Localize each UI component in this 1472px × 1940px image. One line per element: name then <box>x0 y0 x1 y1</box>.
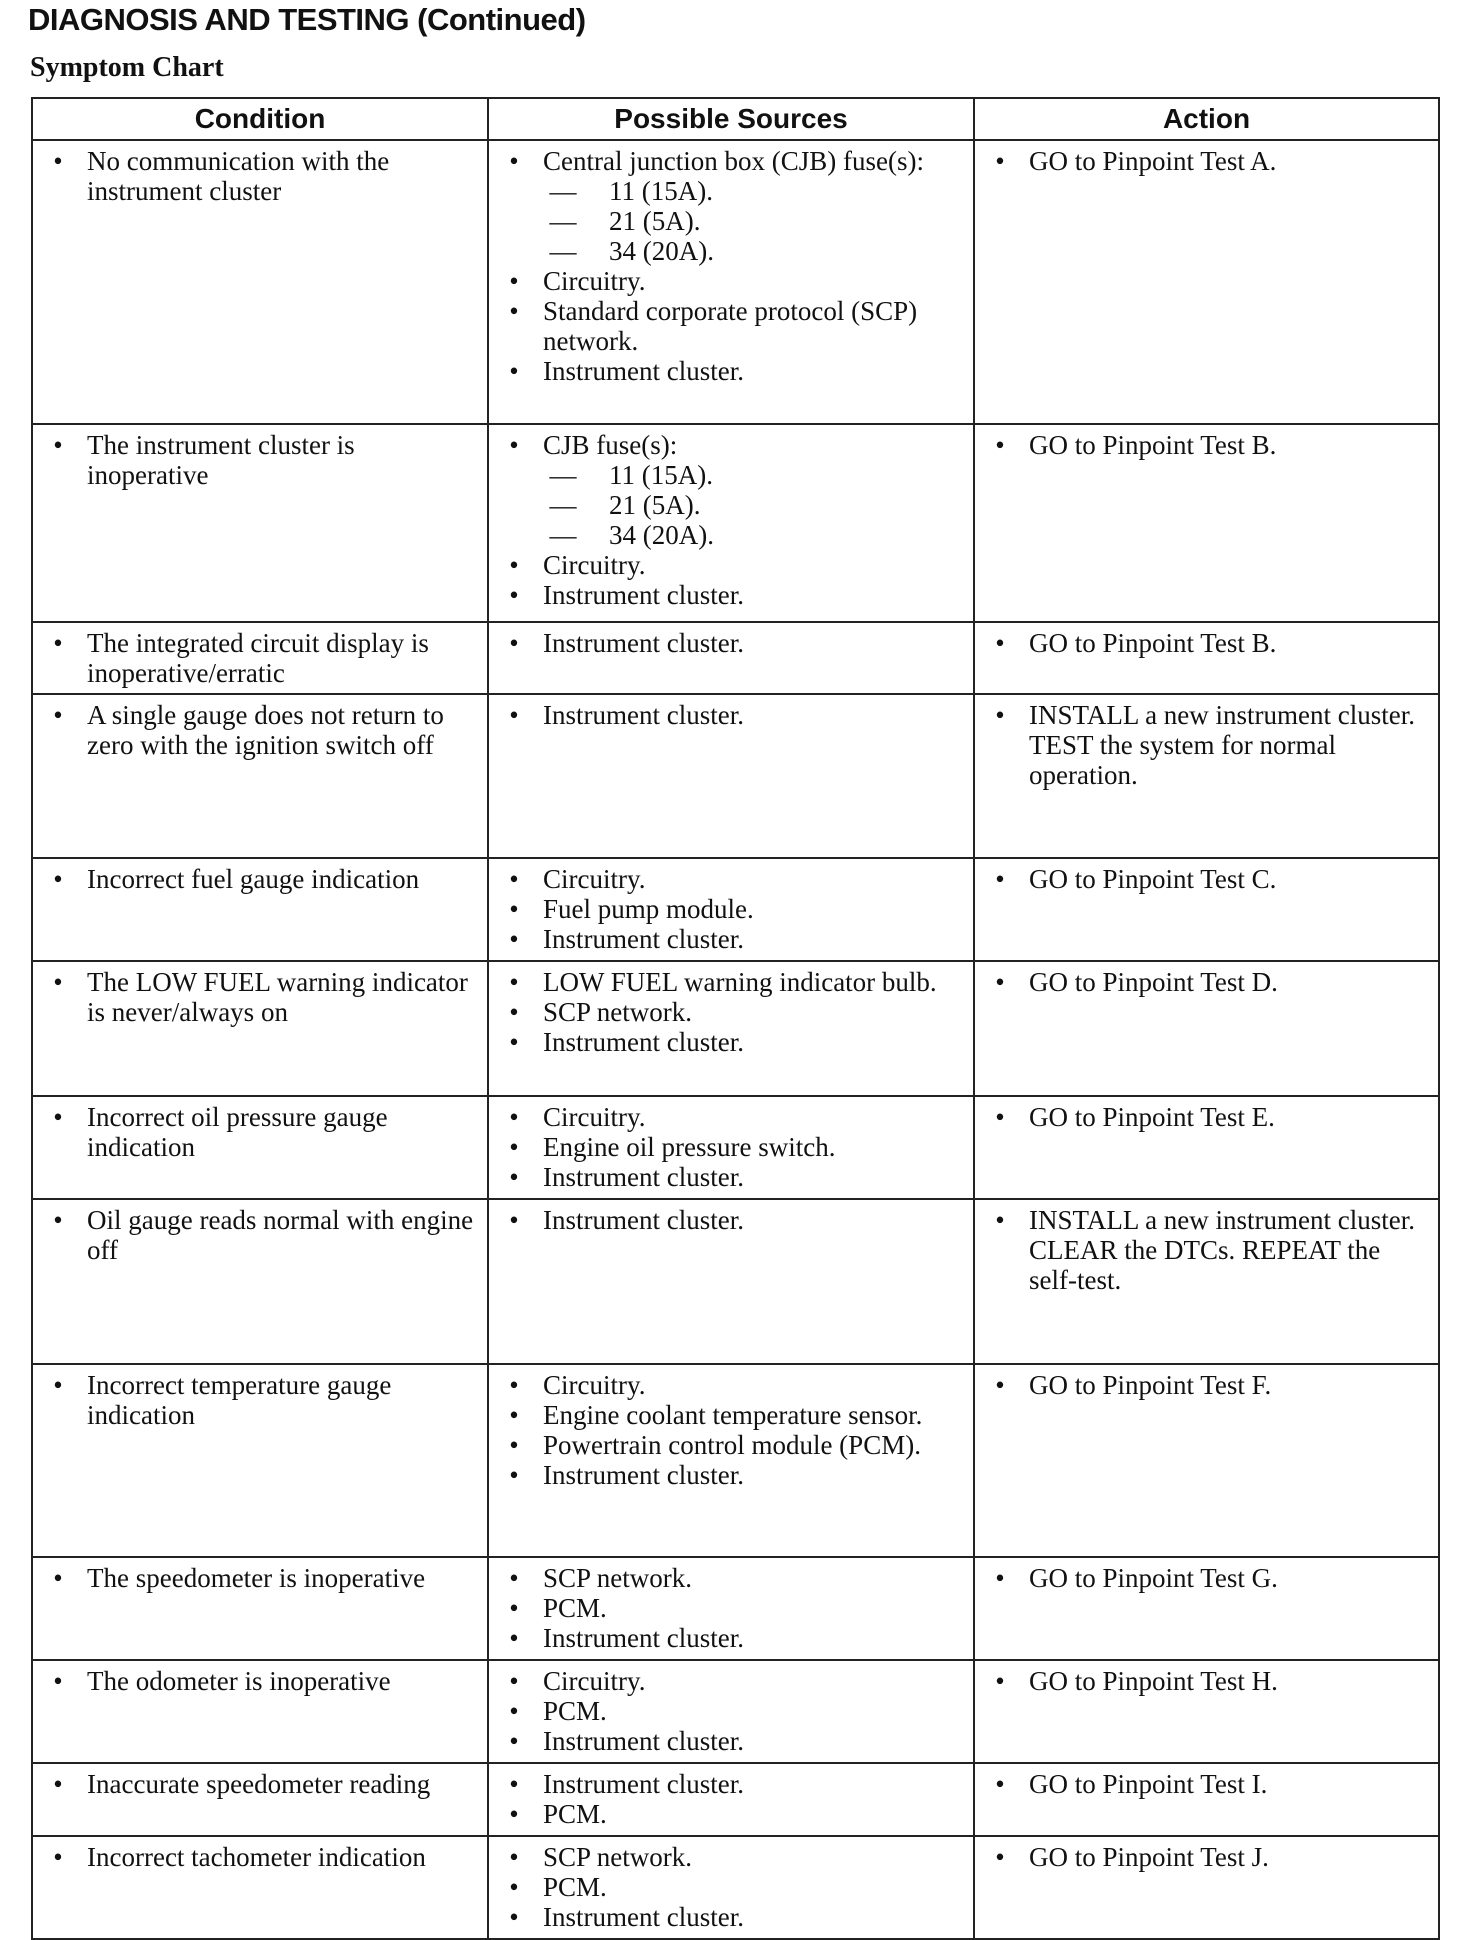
bullet-icon: • <box>509 580 519 610</box>
source-item <box>499 356 967 386</box>
condition-item-text: The instrument cluster is inoperative <box>87 430 355 490</box>
bullet-icon: • <box>509 628 519 658</box>
condition-list <box>43 864 481 894</box>
possible-sources-cell <box>488 1096 974 1199</box>
bullet-icon: • <box>509 430 519 460</box>
condition-cell <box>32 1660 488 1763</box>
sources-list <box>499 1370 967 1490</box>
fuse-item <box>543 460 967 490</box>
condition-item-text: Oil gauge reads normal with engine off <box>87 1205 474 1265</box>
bullet-icon: • <box>509 1102 519 1132</box>
source-item <box>499 1769 967 1799</box>
possible-sources-cell <box>488 1660 974 1763</box>
condition-item-text: The LOW FUEL warning indicator is never/always on <box>87 967 468 1027</box>
source-item-text: Circuitry. <box>543 1666 646 1696</box>
source-item <box>499 864 967 894</box>
bullet-icon: • <box>53 430 63 460</box>
action-item <box>985 146 1432 176</box>
condition-cell <box>32 622 488 694</box>
source-item <box>499 1666 967 1696</box>
condition-item <box>43 1842 481 1872</box>
bullet-icon: • <box>509 1205 519 1235</box>
bullet-icon: • <box>509 1666 519 1696</box>
action-cell <box>974 622 1439 694</box>
source-item <box>499 894 967 924</box>
bullet-icon: • <box>995 1370 1005 1400</box>
source-item-text: Circuitry. <box>543 266 646 296</box>
source-item-text: PCM. <box>543 1872 607 1902</box>
bullet-icon: • <box>995 1842 1005 1872</box>
condition-item <box>43 1769 481 1799</box>
table-row <box>32 1660 1439 1763</box>
source-item-text: LOW FUEL warning indicator bulb. <box>543 967 937 997</box>
action-cell <box>974 1660 1439 1763</box>
condition-cell <box>32 961 488 1096</box>
possible-sources-cell <box>488 1763 974 1836</box>
symptom-chart-table <box>31 97 1440 1940</box>
fuse-item-text: 21 (5A). <box>609 206 701 236</box>
bullet-icon: • <box>509 700 519 730</box>
section-title: Symptom Chart <box>30 52 224 83</box>
possible-sources-cell <box>488 961 974 1096</box>
source-item <box>499 550 967 580</box>
condition-item <box>43 967 481 1027</box>
action-item <box>985 1102 1432 1132</box>
sources-list <box>499 1563 967 1653</box>
bullet-icon: • <box>995 430 1005 460</box>
condition-item <box>43 1205 481 1265</box>
source-item <box>499 1162 967 1192</box>
source-item <box>499 1593 967 1623</box>
table-row <box>32 1199 1439 1364</box>
action-item <box>985 430 1432 460</box>
bullet-icon: • <box>995 700 1005 730</box>
action-cell <box>974 140 1439 424</box>
table-header-row <box>32 98 1439 140</box>
action-list <box>985 1666 1432 1696</box>
bullet-icon: • <box>995 1205 1005 1235</box>
source-item <box>499 1563 967 1593</box>
condition-item-text: The integrated circuit display is inoperative/erratic <box>87 628 429 688</box>
bullet-icon: • <box>509 894 519 924</box>
bullet-icon: • <box>509 1400 519 1430</box>
sources-list <box>499 864 967 954</box>
fuse-list <box>543 460 967 550</box>
source-item <box>499 1460 967 1490</box>
bullet-icon: • <box>995 1769 1005 1799</box>
source-item <box>499 1400 967 1430</box>
action-item <box>985 1769 1432 1799</box>
action-list <box>985 146 1432 176</box>
table-row <box>32 694 1439 858</box>
action-list <box>985 1563 1432 1593</box>
action-list <box>985 628 1432 658</box>
condition-item-text: The speedometer is inoperative <box>87 1563 426 1593</box>
condition-item-text: Incorrect fuel gauge indication <box>87 864 420 894</box>
bullet-icon: • <box>509 550 519 580</box>
table-row <box>32 424 1439 622</box>
source-item <box>499 1872 967 1902</box>
source-item-text: Instrument cluster. <box>543 1027 744 1057</box>
table-row <box>32 1557 1439 1660</box>
source-item-text: SCP network. <box>543 997 693 1027</box>
action-item <box>985 700 1432 790</box>
condition-list <box>43 1102 481 1162</box>
bullet-icon: • <box>509 1027 519 1057</box>
source-item-text: PCM. <box>543 1593 607 1623</box>
action-list <box>985 1205 1432 1295</box>
sources-list <box>499 146 967 386</box>
source-item <box>499 1102 967 1132</box>
source-item <box>499 1132 967 1162</box>
action-cell <box>974 1557 1439 1660</box>
action-item <box>985 864 1432 894</box>
possible-sources-cell <box>488 424 974 622</box>
source-item-text: Engine oil pressure switch. <box>543 1132 836 1162</box>
bullet-icon: • <box>53 1205 63 1235</box>
bullet-icon: • <box>995 1563 1005 1593</box>
bullet-icon: • <box>509 146 519 176</box>
fuse-item-text: 34 (20A). <box>609 520 714 550</box>
source-item-text: Central junction box (CJB) fuse(s): <box>543 146 924 176</box>
possible-sources-cell <box>488 1199 974 1364</box>
action-item-text: INSTALL a new instrument cluster. TEST the system for normal operation. <box>1029 700 1416 790</box>
action-cell <box>974 1364 1439 1557</box>
condition-cell <box>32 1763 488 1836</box>
action-item-text: GO to Pinpoint Test B. <box>1029 628 1277 658</box>
possible-sources-cell <box>488 858 974 961</box>
fuse-item <box>543 490 967 520</box>
bullet-icon: • <box>509 1726 519 1756</box>
source-item <box>499 146 967 266</box>
source-item <box>499 1027 967 1057</box>
source-item-text: Instrument cluster. <box>543 924 744 954</box>
source-item <box>499 1799 967 1829</box>
source-item <box>499 1696 967 1726</box>
source-item <box>499 997 967 1027</box>
action-item-text: INSTALL a new instrument cluster. CLEAR the DTCs. REPEAT the self-test. <box>1029 1205 1416 1295</box>
condition-cell <box>32 694 488 858</box>
condition-list <box>43 430 481 490</box>
condition-list <box>43 1842 481 1872</box>
bullet-icon: • <box>509 1696 519 1726</box>
action-item-text: GO to Pinpoint Test H. <box>1029 1666 1278 1696</box>
bullet-icon: • <box>509 1430 519 1460</box>
bullet-icon: • <box>509 967 519 997</box>
source-item-text: Instrument cluster. <box>543 1769 744 1799</box>
condition-item-text: Incorrect temperature gauge indication <box>87 1370 392 1430</box>
source-item <box>499 430 967 550</box>
bullet-icon: • <box>995 864 1005 894</box>
source-item-text: Circuitry. <box>543 864 646 894</box>
condition-item <box>43 1666 481 1696</box>
bullet-icon: • <box>53 1769 63 1799</box>
table-row <box>32 858 1439 961</box>
bullet-icon: • <box>995 146 1005 176</box>
table-row <box>32 1364 1439 1557</box>
possible-sources-cell <box>488 1836 974 1939</box>
source-item <box>499 1842 967 1872</box>
condition-cell <box>32 1096 488 1199</box>
condition-cell <box>32 858 488 961</box>
bullet-icon: • <box>509 296 519 326</box>
bullet-icon: • <box>509 1593 519 1623</box>
condition-item <box>43 1563 481 1593</box>
possible-sources-cell <box>488 140 974 424</box>
action-item <box>985 1563 1432 1593</box>
action-list <box>985 967 1432 997</box>
action-item <box>985 1205 1432 1295</box>
table-row <box>32 1836 1439 1939</box>
sources-list <box>499 1666 967 1756</box>
condition-cell <box>32 1364 488 1557</box>
sources-list <box>499 1842 967 1932</box>
condition-item <box>43 628 481 688</box>
action-cell <box>974 1763 1439 1836</box>
source-item-text: Instrument cluster. <box>543 580 744 610</box>
column-header-action: Action <box>974 98 1439 140</box>
bullet-icon: • <box>509 1902 519 1932</box>
source-item-text: Instrument cluster. <box>543 1460 744 1490</box>
sources-list <box>499 628 967 658</box>
source-item-text: Instrument cluster. <box>543 1205 744 1235</box>
sources-list <box>499 1205 967 1235</box>
bullet-icon: • <box>53 146 63 176</box>
action-item-text: GO to Pinpoint Test F. <box>1029 1370 1272 1400</box>
condition-list <box>43 1370 481 1430</box>
source-item-text: Fuel pump module. <box>543 894 754 924</box>
condition-list <box>43 1666 481 1696</box>
condition-item-text: The odometer is inoperative <box>87 1666 391 1696</box>
bullet-icon: • <box>509 1563 519 1593</box>
source-item <box>499 924 967 954</box>
source-item-text: Instrument cluster. <box>543 1162 744 1192</box>
action-list <box>985 1842 1432 1872</box>
condition-list <box>43 1563 481 1593</box>
action-cell <box>974 1096 1439 1199</box>
bullet-icon: • <box>995 628 1005 658</box>
bullet-icon: • <box>995 1666 1005 1696</box>
action-item-text: GO to Pinpoint Test B. <box>1029 430 1277 460</box>
source-item-text: CJB fuse(s): <box>543 430 678 460</box>
source-item <box>499 967 967 997</box>
source-item <box>499 628 967 658</box>
sources-list <box>499 700 967 730</box>
bullet-icon: • <box>509 1623 519 1653</box>
condition-item <box>43 700 481 760</box>
action-item <box>985 1370 1432 1400</box>
bullet-icon: • <box>509 864 519 894</box>
bullet-icon: • <box>509 1370 519 1400</box>
condition-item-text: No communication with the instrument cluster <box>87 146 390 206</box>
condition-item-text: Incorrect tachometer indication <box>87 1842 426 1872</box>
fuse-item-text: 11 (15A). <box>609 460 713 490</box>
source-item-text: PCM. <box>543 1696 607 1726</box>
page-heading: DIAGNOSIS AND TESTING (Continued) <box>28 2 586 37</box>
bullet-icon: • <box>509 924 519 954</box>
bullet-icon: • <box>509 266 519 296</box>
action-list <box>985 1102 1432 1132</box>
condition-list <box>43 1205 481 1265</box>
table-row <box>32 140 1439 424</box>
sources-list <box>499 430 967 610</box>
bullet-icon: • <box>509 1842 519 1872</box>
bullet-icon: • <box>509 1872 519 1902</box>
column-header-condition: Condition <box>32 98 488 140</box>
source-item-text: Standard corporate protocol (SCP) network. <box>543 296 918 356</box>
dash-icon: — <box>549 206 577 236</box>
source-item <box>499 1430 967 1460</box>
condition-list <box>43 146 481 206</box>
action-cell <box>974 961 1439 1096</box>
possible-sources-cell <box>488 1364 974 1557</box>
condition-item <box>43 430 481 490</box>
source-item-text: Engine coolant temperature sensor. <box>543 1400 923 1430</box>
fuse-item <box>543 236 967 266</box>
source-item-text: Instrument cluster. <box>543 700 744 730</box>
dash-icon: — <box>549 176 577 206</box>
action-list <box>985 1370 1432 1400</box>
source-item-text: Circuitry. <box>543 1102 646 1132</box>
action-item-text: GO to Pinpoint Test G. <box>1029 1563 1278 1593</box>
table-row <box>32 961 1439 1096</box>
condition-cell <box>32 424 488 622</box>
condition-cell <box>32 1557 488 1660</box>
bullet-icon: • <box>509 1769 519 1799</box>
condition-item-text: Incorrect oil pressure gauge indication <box>87 1102 388 1162</box>
bullet-icon: • <box>509 1799 519 1829</box>
action-list <box>985 430 1432 460</box>
source-item <box>499 1205 967 1235</box>
fuse-item <box>543 206 967 236</box>
source-item <box>499 1726 967 1756</box>
action-item-text: GO to Pinpoint Test C. <box>1029 864 1277 894</box>
bullet-icon: • <box>53 864 63 894</box>
possible-sources-cell <box>488 1557 974 1660</box>
action-item-text: GO to Pinpoint Test E. <box>1029 1102 1275 1132</box>
action-item-text: GO to Pinpoint Test I. <box>1029 1769 1268 1799</box>
source-item-text: Instrument cluster. <box>543 1902 744 1932</box>
condition-list <box>43 700 481 760</box>
bullet-icon: • <box>509 1460 519 1490</box>
source-item <box>499 580 967 610</box>
condition-item-text: A single gauge does not return to zero with the ignition switch off <box>87 700 444 760</box>
bullet-icon: • <box>509 997 519 1027</box>
dash-icon: — <box>549 490 577 520</box>
action-cell <box>974 1836 1439 1939</box>
possible-sources-cell <box>488 694 974 858</box>
action-cell <box>974 1199 1439 1364</box>
action-list <box>985 700 1432 790</box>
condition-item <box>43 864 481 894</box>
fuse-item <box>543 176 967 206</box>
source-item <box>499 1623 967 1653</box>
condition-list <box>43 967 481 1027</box>
action-item-text: GO to Pinpoint Test D. <box>1029 967 1278 997</box>
bullet-icon: • <box>53 967 63 997</box>
action-item <box>985 1666 1432 1696</box>
bullet-icon: • <box>53 628 63 658</box>
condition-item-text: Inaccurate speedometer reading <box>87 1769 431 1799</box>
source-item-text: Powertrain control module (PCM). <box>543 1430 921 1460</box>
bullet-icon: • <box>995 967 1005 997</box>
condition-cell <box>32 140 488 424</box>
column-header-possible-sources: Possible Sources <box>488 98 974 140</box>
bullet-icon: • <box>509 1162 519 1192</box>
source-item <box>499 296 967 356</box>
action-item-text: GO to Pinpoint Test A. <box>1029 146 1277 176</box>
action-cell <box>974 694 1439 858</box>
source-item-text: Instrument cluster. <box>543 356 744 386</box>
source-item <box>499 1902 967 1932</box>
fuse-list <box>543 176 967 266</box>
fuse-item-text: 34 (20A). <box>609 236 714 266</box>
source-item-text: Instrument cluster. <box>543 628 744 658</box>
bullet-icon: • <box>53 1102 63 1132</box>
fuse-item-text: 21 (5A). <box>609 490 701 520</box>
condition-cell <box>32 1199 488 1364</box>
bullet-icon: • <box>53 1563 63 1593</box>
action-item <box>985 1842 1432 1872</box>
dash-icon: — <box>549 236 577 266</box>
dash-icon: — <box>549 520 577 550</box>
table-row <box>32 1763 1439 1836</box>
fuse-item-text: 11 (15A). <box>609 176 713 206</box>
condition-item <box>43 1370 481 1430</box>
condition-item <box>43 1102 481 1162</box>
condition-cell <box>32 1836 488 1939</box>
condition-item <box>43 146 481 206</box>
source-item-text: SCP network. <box>543 1842 693 1872</box>
action-item <box>985 628 1432 658</box>
fuse-item <box>543 520 967 550</box>
table-row <box>32 622 1439 694</box>
source-item-text: Circuitry. <box>543 550 646 580</box>
source-item-text: SCP network. <box>543 1563 693 1593</box>
source-item-text: Instrument cluster. <box>543 1623 744 1653</box>
bullet-icon: • <box>53 1666 63 1696</box>
sources-list <box>499 967 967 1057</box>
bullet-icon: • <box>509 356 519 386</box>
source-item-text: PCM. <box>543 1799 607 1829</box>
bullet-icon: • <box>509 1132 519 1162</box>
action-cell <box>974 858 1439 961</box>
source-item <box>499 700 967 730</box>
table-body <box>32 140 1439 1939</box>
bullet-icon: • <box>53 1842 63 1872</box>
bullet-icon: • <box>53 1370 63 1400</box>
possible-sources-cell <box>488 622 974 694</box>
condition-list <box>43 628 481 688</box>
action-item <box>985 967 1432 997</box>
source-item-text: Circuitry. <box>543 1370 646 1400</box>
action-list <box>985 864 1432 894</box>
bullet-icon: • <box>995 1102 1005 1132</box>
source-item <box>499 266 967 296</box>
source-item-text: Instrument cluster. <box>543 1726 744 1756</box>
sources-list <box>499 1769 967 1829</box>
action-cell <box>974 424 1439 622</box>
bullet-icon: • <box>53 700 63 730</box>
dash-icon: — <box>549 460 577 490</box>
action-item-text: GO to Pinpoint Test J. <box>1029 1842 1269 1872</box>
sources-list <box>499 1102 967 1192</box>
action-list <box>985 1769 1432 1799</box>
condition-list <box>43 1769 481 1799</box>
source-item <box>499 1370 967 1400</box>
table-row <box>32 1096 1439 1199</box>
